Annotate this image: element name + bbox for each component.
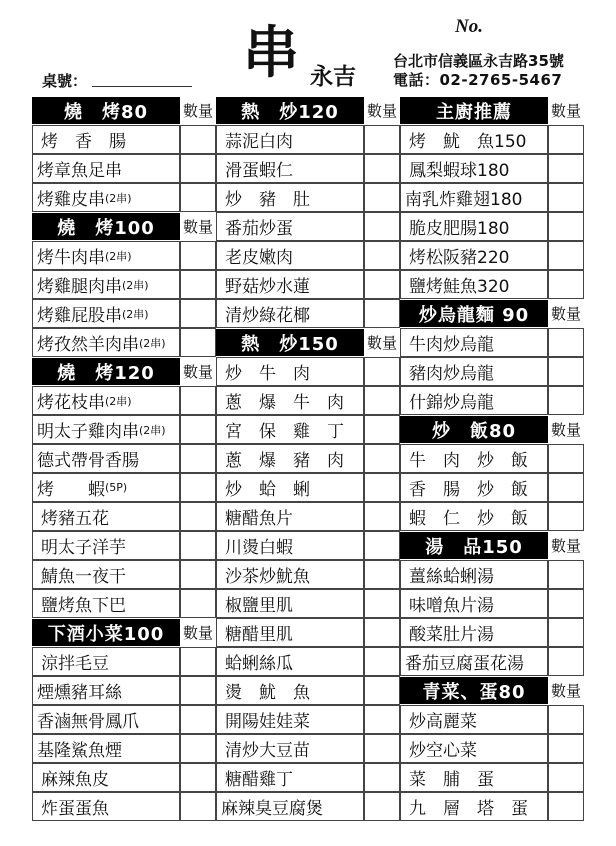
menu-item-note: (5P): [105, 481, 128, 494]
menu-item-name: 蔥 爆 牛 肉: [225, 393, 344, 413]
menu-item: [400, 589, 548, 618]
quantity-field[interactable]: [548, 212, 584, 241]
quantity-field[interactable]: [180, 531, 216, 560]
quantity-field[interactable]: [364, 531, 400, 560]
menu-item-name: 沙茶炒魷魚: [225, 567, 310, 587]
menu-item: [32, 415, 180, 444]
section-header: 青菜、蛋80: [400, 677, 548, 704]
menu-item: [216, 734, 364, 763]
menu-item: [400, 647, 548, 676]
quantity-field[interactable]: [548, 589, 584, 618]
quantity-field[interactable]: [180, 415, 216, 444]
menu-item-name: 炒 蛤 蜊: [225, 480, 310, 500]
menu-item-name: 脆皮肥腸180: [409, 219, 510, 239]
quantity-field[interactable]: [548, 270, 584, 299]
menu-item-name: 炒 牛 肉: [225, 364, 310, 384]
quantity-field[interactable]: [364, 473, 400, 502]
menu-item: [216, 241, 364, 270]
menu-item-note: (2串): [105, 191, 132, 205]
menu-item-name: 炒空心菜: [409, 741, 477, 761]
menu-item: [400, 618, 548, 647]
menu-item-name: 香滷無骨鳳爪: [37, 712, 139, 732]
menu-item: [32, 589, 180, 618]
menu-item-name: 燙 魷 魚: [225, 683, 310, 703]
menu-item: [216, 676, 364, 705]
menu-item: [32, 473, 180, 502]
menu-item-note: (2串): [139, 423, 166, 437]
menu-item: [400, 386, 548, 415]
menu-item: [400, 241, 548, 270]
menu-item-name: 炒 豬 肚: [225, 190, 310, 210]
menu-item: [32, 734, 180, 763]
menu-item-name: 鯖魚一夜干: [41, 567, 126, 587]
quantity-field[interactable]: [180, 705, 216, 734]
quantity-header: 數量: [550, 682, 581, 700]
quantity-field[interactable]: [364, 792, 400, 821]
menu-item-name: 烤 蝦: [37, 480, 105, 500]
quantity-field[interactable]: [548, 125, 584, 154]
menu-item: [216, 299, 364, 328]
quantity-field[interactable]: [548, 705, 584, 734]
quantity-field[interactable]: [548, 734, 584, 763]
section-header: 下酒小菜100: [32, 619, 180, 646]
quantity-field[interactable]: [364, 647, 400, 676]
menu-item-name: 酸菜肚片湯: [409, 625, 494, 645]
menu-item-name: 蝦 仁 炒 飯: [409, 509, 528, 529]
quantity-field[interactable]: [364, 444, 400, 473]
menu-number-label: No.: [455, 16, 483, 37]
menu-item-name: 椒鹽里肌: [225, 596, 293, 616]
menu-item: [32, 444, 180, 473]
menu-item-name: 香 腸 炒 飯: [409, 480, 528, 500]
menu-item-name: 鳳梨蝦球180: [409, 161, 510, 181]
section-header: 炒 飯80: [400, 416, 548, 443]
menu-item: [32, 705, 180, 734]
menu-item-name: 烤 香 腸: [41, 132, 126, 152]
menu-item-name: 涼拌毛豆: [41, 654, 109, 674]
table-number-field[interactable]: [92, 86, 192, 87]
menu-item-name: 牛 肉 炒 飯: [409, 451, 528, 471]
section-header: 主廚推薦: [400, 97, 548, 124]
menu-item: [400, 763, 548, 792]
menu-item-name: 烤花枝串: [37, 393, 105, 413]
quantity-field[interactable]: [180, 386, 216, 415]
quantity-header: 數量: [366, 334, 397, 352]
menu-item-name: 烤 魷 魚150: [409, 132, 527, 152]
quantity-field[interactable]: [180, 328, 216, 357]
menu-item-note: (2串): [139, 336, 166, 350]
quantity-field[interactable]: [364, 589, 400, 618]
quantity-field[interactable]: [548, 763, 584, 792]
menu-item-name: 烤章魚足串: [37, 161, 122, 181]
menu-item: [400, 502, 548, 531]
menu-item: [32, 270, 180, 299]
quantity-field[interactable]: [548, 386, 584, 415]
quantity-header: 數量: [366, 102, 397, 120]
menu-item-name: 鹽烤魚下巴: [41, 596, 126, 616]
menu-item: [32, 328, 180, 357]
menu-item: [216, 589, 364, 618]
menu-item-name: 烤雞皮串: [37, 190, 105, 210]
quantity-field[interactable]: [364, 299, 400, 328]
quantity-field[interactable]: [364, 125, 400, 154]
menu-item: [32, 299, 180, 328]
menu-item: [32, 531, 180, 560]
menu-item-name: 炸蛋蛋魚: [41, 799, 109, 819]
menu-item: [32, 183, 180, 212]
quantity-field[interactable]: [180, 763, 216, 792]
quantity-field[interactable]: [548, 792, 584, 821]
menu-item-name: 南乳炸雞翅180: [405, 190, 523, 210]
menu-item: [216, 212, 364, 241]
quantity-field[interactable]: [548, 444, 584, 473]
quantity-field[interactable]: [180, 125, 216, 154]
quantity-field[interactable]: [180, 183, 216, 212]
quantity-header: 數量: [182, 363, 213, 381]
menu-item: [216, 531, 364, 560]
quantity-field[interactable]: [364, 270, 400, 299]
quantity-field[interactable]: [180, 647, 216, 676]
menu-item: [32, 386, 180, 415]
menu-item-name: 煙燻豬耳絲: [37, 683, 122, 703]
menu-item-name: 烤松阪豬220: [409, 248, 510, 268]
menu-item-name: 老皮嫩肉: [225, 248, 293, 268]
menu-item: [400, 560, 548, 589]
quantity-field[interactable]: [364, 386, 400, 415]
section-header: 燒 烤100: [32, 213, 180, 240]
menu-item-name: 烤雞腿肉串: [37, 277, 122, 297]
quantity-field[interactable]: [364, 618, 400, 647]
menu-item: [216, 560, 364, 589]
menu-item-name: 基隆鯊魚煙: [37, 741, 122, 761]
menu-item-name: 味噌魚片湯: [409, 596, 494, 616]
quantity-field[interactable]: [364, 676, 400, 705]
quantity-field[interactable]: [364, 154, 400, 183]
menu-item-note: (2串): [122, 307, 149, 321]
quantity-header: 數量: [550, 305, 581, 323]
quantity-field[interactable]: [180, 299, 216, 328]
menu-item-name: 糖醋里肌: [225, 625, 293, 645]
quantity-field[interactable]: [180, 734, 216, 763]
menu-item-name: 蒜泥白肉: [225, 132, 293, 152]
section-header: 燒 烤120: [32, 358, 180, 385]
quantity-field[interactable]: [548, 241, 584, 270]
quantity-field[interactable]: [364, 357, 400, 386]
menu-item: [216, 705, 364, 734]
menu-item-name: 麻辣臭豆腐煲: [221, 799, 323, 819]
quantity-header: 數量: [182, 218, 213, 236]
menu-item-name: 川燙白蝦: [225, 538, 293, 558]
menu-item: [216, 444, 364, 473]
quantity-field[interactable]: [364, 183, 400, 212]
menu-item: [32, 792, 180, 821]
quantity-field[interactable]: [364, 560, 400, 589]
menu-item: [216, 270, 364, 299]
menu-item-name: 番茄豆腐蛋花湯: [405, 654, 524, 674]
menu-item-name: 薑絲蛤蜊湯: [409, 567, 494, 587]
menu-item-name: 九 層 塔 蛋: [409, 799, 528, 819]
quantity-field[interactable]: [364, 502, 400, 531]
section-header: 熱 炒150: [216, 329, 364, 356]
quantity-field[interactable]: [548, 183, 584, 212]
quantity-field[interactable]: [364, 241, 400, 270]
quantity-field[interactable]: [364, 734, 400, 763]
menu-item: [400, 357, 548, 386]
menu-item-name: 宮 保 雞 丁: [225, 422, 344, 442]
restaurant-phone: 電話：02-2765-5467: [393, 71, 563, 89]
quantity-field[interactable]: [180, 444, 216, 473]
restaurant-name: 永吉: [310, 64, 356, 90]
menu-item: [32, 560, 180, 589]
menu-item-name: 番茄炒蛋: [225, 219, 293, 239]
menu-item-name: 豬肉炒烏龍: [409, 364, 494, 384]
section-header: 熱 炒120: [216, 97, 364, 124]
menu-item-name: 炒高麗菜: [409, 712, 477, 732]
menu-item: [400, 212, 548, 241]
menu-item: [32, 154, 180, 183]
menu-item: [400, 705, 548, 734]
quantity-field[interactable]: [548, 502, 584, 531]
quantity-field[interactable]: [180, 589, 216, 618]
menu-item-name: 清炒綠花椰: [225, 306, 310, 326]
menu-item: [32, 241, 180, 270]
menu-item: [216, 183, 364, 212]
menu-item: [216, 154, 364, 183]
menu-item-name: 蔥 爆 豬 肉: [225, 451, 344, 471]
section-header: 炒烏龍麵 90: [400, 300, 548, 327]
quantity-field[interactable]: [180, 502, 216, 531]
quantity-field[interactable]: [180, 270, 216, 299]
menu-item-name: 鹽烤鮭魚320: [409, 277, 510, 297]
quantity-field[interactable]: [364, 705, 400, 734]
quantity-field[interactable]: [364, 212, 400, 241]
menu-item: [400, 734, 548, 763]
menu-item: [216, 792, 364, 821]
quantity-field[interactable]: [548, 473, 584, 502]
menu-item: [32, 763, 180, 792]
menu-item-name: 烤雞屁股串: [37, 306, 122, 326]
menu-item-name: 牛肉炒烏龍: [409, 335, 494, 355]
menu-item: [216, 647, 364, 676]
menu-item: [32, 502, 180, 531]
menu-item-name: 明太子洋芋: [41, 538, 126, 558]
menu-item-name: 烤豬五花: [41, 509, 109, 529]
menu-item-note: (2串): [122, 278, 149, 292]
menu-item: [400, 154, 548, 183]
quantity-field[interactable]: [548, 154, 584, 183]
quantity-field[interactable]: [548, 560, 584, 589]
quantity-field[interactable]: [364, 415, 400, 444]
quantity-field[interactable]: [180, 154, 216, 183]
menu-item: [216, 502, 364, 531]
menu-item-name: 德式帶骨香腸: [37, 451, 139, 471]
menu-item-name: 烤孜然羊肉串: [37, 335, 139, 355]
menu-item-name: 明太子雞肉串: [37, 422, 139, 442]
menu-item-note: (2串): [105, 249, 132, 263]
menu-item-name: 野菇炒水蓮: [225, 277, 310, 297]
restaurant-address: 台北市信義區永吉路35號: [393, 52, 564, 70]
menu-item: [400, 792, 548, 821]
menu-item: [32, 647, 180, 676]
quantity-header: 數量: [182, 624, 213, 642]
menu-item-name: 糖醋雞丁: [225, 770, 293, 790]
menu-item-name: 開陽娃娃菜: [225, 712, 310, 732]
menu-item: [216, 618, 364, 647]
quantity-header: 數量: [550, 102, 581, 120]
menu-item-name: 麻辣魚皮: [41, 770, 109, 790]
menu-item-name: 清炒大豆苗: [225, 741, 310, 761]
menu-item-name: 菜 脯 蛋: [409, 770, 494, 790]
menu-item: [216, 386, 364, 415]
menu-item: [216, 473, 364, 502]
menu-item: [216, 763, 364, 792]
table-number-label: 桌號：: [42, 72, 88, 90]
menu-item: [400, 473, 548, 502]
quantity-field[interactable]: [180, 560, 216, 589]
quantity-field[interactable]: [364, 763, 400, 792]
menu-item: [400, 183, 548, 212]
quantity-field[interactable]: [548, 618, 584, 647]
menu-item-name: 烤牛肉串: [37, 248, 105, 268]
menu-item: [216, 415, 364, 444]
quantity-field[interactable]: [548, 357, 584, 386]
menu-item-name: 蛤蜊絲瓜: [225, 654, 293, 674]
quantity-header: 數量: [550, 421, 581, 439]
menu-item: [400, 444, 548, 473]
menu-item-name: 滑蛋蝦仁: [225, 161, 293, 181]
menu-item: [400, 270, 548, 299]
quantity-field[interactable]: [548, 328, 584, 357]
menu-item-note: (2串): [105, 394, 132, 408]
quantity-field[interactable]: [180, 473, 216, 502]
quantity-header: 數量: [550, 537, 581, 555]
quantity-field[interactable]: [180, 792, 216, 821]
menu-item: [32, 676, 180, 705]
menu-item: [216, 125, 364, 154]
quantity-header: 數量: [182, 102, 213, 120]
section-header: 湯 品150: [400, 532, 548, 559]
menu-item: [32, 125, 180, 154]
menu-item: [216, 357, 364, 386]
menu-item: [400, 125, 548, 154]
restaurant-logo: 串: [243, 21, 297, 86]
menu-item: [400, 328, 548, 357]
quantity-field[interactable]: [180, 241, 216, 270]
section-header: 燒 烤80: [32, 97, 180, 124]
quantity-field[interactable]: [180, 676, 216, 705]
menu-item-name: 什錦炒烏龍: [409, 393, 494, 413]
menu-item-name: 糖醋魚片: [225, 509, 293, 529]
quantity-field[interactable]: [548, 647, 584, 676]
